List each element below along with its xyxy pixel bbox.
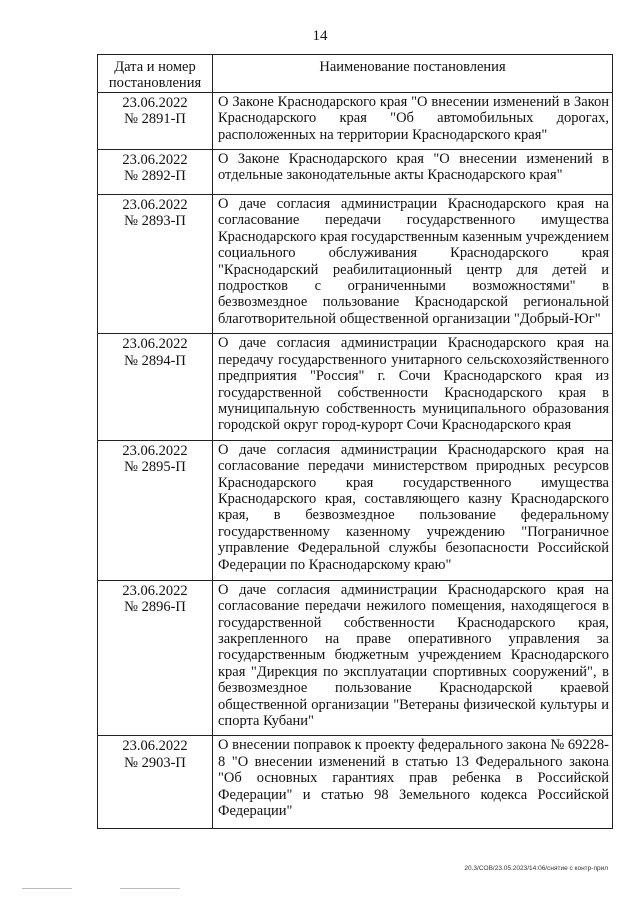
table-row xyxy=(98,92,613,149)
date-cell xyxy=(98,736,213,829)
resolution-date: 23.06.2022 xyxy=(122,582,188,599)
resolution-number: № 2903-П xyxy=(124,754,186,771)
date-cell xyxy=(98,334,213,440)
table-row xyxy=(98,195,613,334)
resolution-date: 23.06.2022 xyxy=(122,442,188,459)
resolution-title: О Законе Краснодарского края "О внесении изменений в Закон Краснодарского края "Об автомобильных дорогах, расположенных на территории Краснодарского края" xyxy=(213,92,613,149)
table-header-row xyxy=(98,55,613,93)
resolution-number: № 2891-П xyxy=(124,111,186,128)
resolutions-table xyxy=(97,54,613,829)
table-row xyxy=(98,334,613,440)
resolution-date: 23.06.2022 xyxy=(122,738,188,755)
resolution-title: О Законе Краснодарского края "О внесении изменений в отдельные законодательные акты Краснодарского края" xyxy=(213,150,613,195)
resolution-title: О даче согласия администрации Краснодарского края на согласование передачи государственного имущества Краснодарского края государственным казенным учреждением социального обслуживания Краснодарского края "Краснодарский реабилитационный центр для детей и подростков с ограниченными возможностями" в безвозмездное пользование Краснодарской региональной благотворительной общественной организации "Добрый-Юг" xyxy=(213,195,613,334)
resolution-number: № 2893-П xyxy=(124,213,186,230)
header-title: Наименование постановления xyxy=(213,55,613,93)
scan-mark-right xyxy=(120,888,180,889)
page-number: 14 xyxy=(312,28,328,44)
resolution-date: 23.06.2022 xyxy=(122,336,188,353)
date-cell xyxy=(98,195,213,334)
resolution-title: О внесении поправок к проекту федерального закона № 69228-8 "О внесении изменений в статью 13 Федерального закона "Об основных гарантиях прав ребенка в Российской Федерации" и статью 98 Земельного кодекса Российской Федерации" xyxy=(213,736,613,829)
table-row xyxy=(98,580,613,736)
resolution-date: 23.06.2022 xyxy=(122,94,188,111)
resolution-date: 23.06.2022 xyxy=(122,152,188,169)
resolution-number: № 2894-П xyxy=(124,352,186,369)
table-row xyxy=(98,150,613,195)
resolution-title: О даче согласия администрации Краснодарского края на передачу государственного унитарного сельскохозяйственного предприятия "Россия" г. Сочи Краснодарского края из государственной собственности Краснодарского края в муниципальную собственность муниципального образования городской округ город-курорт Сочи Краснодарского края xyxy=(213,334,613,440)
header-date-number: Дата и номер постановления xyxy=(98,55,213,93)
footer-stamp: 20.3/COB/23.05.2023/14:06/снятие с контр-прил xyxy=(464,865,608,872)
resolution-date: 23.06.2022 xyxy=(122,197,188,214)
scan-mark-left xyxy=(22,888,72,889)
resolution-title: О даче согласия администрации Краснодарского края на согласование передачи нежилого помещения, находящегося в государственной собственности Краснодарского края, закрепленного на праве оперативного управления за государственным бюджетным учреждением Краснодарского края "Дирекция по эксплуатации спортивных сооружений", в безвозмездное пользование Краснодарской краевой общественной организации "Ветераны физической культуры и спорта Кубани" xyxy=(213,580,613,736)
resolution-number: № 2895-П xyxy=(124,459,186,476)
table-row xyxy=(98,736,613,829)
date-cell xyxy=(98,440,213,580)
date-cell xyxy=(98,580,213,736)
resolution-title: О даче согласия администрации Краснодарского края на согласование передачи министерством природных ресурсов Краснодарского края государственного имущества Краснодарского края, составляющего казну Краснодарского края, в безвозмездное пользование федеральному государственному казенному учреждению "Пограничное управление Федеральной службы безопасности Российской Федерации по Краснодарскому краю" xyxy=(213,440,613,580)
table-row xyxy=(98,440,613,580)
resolution-number: № 2892-П xyxy=(124,168,186,185)
date-cell xyxy=(98,150,213,195)
resolution-number: № 2896-П xyxy=(124,599,186,616)
date-cell xyxy=(98,92,213,149)
